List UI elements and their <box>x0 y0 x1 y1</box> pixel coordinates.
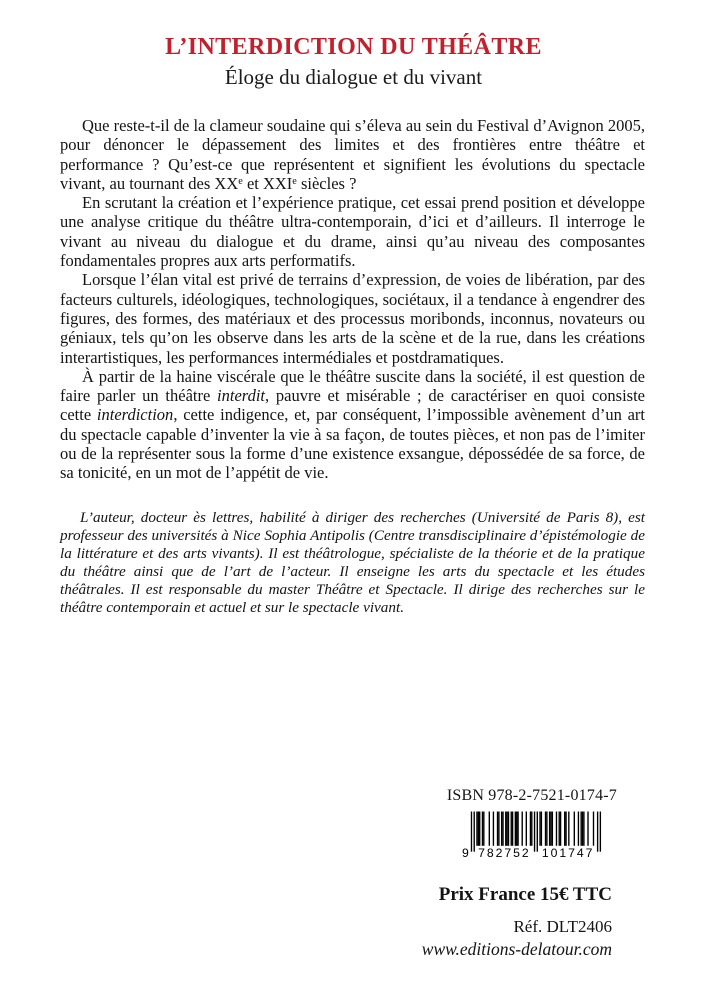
synopsis <box>60 116 645 483</box>
synopsis-paragraph-3: Lorsque l’élan vital est privé de terrains d’expression, de voies de libération, par des facteurs culturels, idéologiques, technologiques, sociétaux, il a tendance à engendrer des figures, des formes, des matériaux et des processus moribonds, inconnus, novateurs ou géniaux, tels qu’on les observe dans les arts de la scène et de la rue, dans les créations interartistiques, les performances intermédiales et postdramatiques. <box>60 270 645 367</box>
isbn-label: ISBN 978-2-7521-0174-7 <box>446 787 617 804</box>
svg-text:782752: 782752 <box>478 846 531 861</box>
website-label: www.editions-delatour.com <box>421 939 612 959</box>
synopsis-paragraph-1: Que reste-t-il de la clameur soudaine qui s’éleva au sein du Festival d’Avignon 2005, pour dénoncer le dépassement des limites et des frontières entre théâtre et performance ? Qu’est-ce que représentent et signifient les évolutions du spectacle vivant, au tournant des XXe et XXIe siècles ? <box>60 116 645 193</box>
synopsis-paragraph-2: En scrutant la création et l’expérience pratique, cet essai prend position et développe une analyse critique du théâtre ultra-contemporain, d’ici et d’ailleurs. Il interroge le vivant au niveau du dialogue et du drame, ainsi qu’au niveau des composantes fondamentales propres aux arts performatifs. <box>60 193 645 271</box>
author-bio: L’auteur, docteur ès lettres, habilité à diriger des recherches (Université de Paris 8), est professeur des universités à Nice Sophia Antipolis (Centre transdisciplinaire d’épistémologie de la littérature et des arts vivants). Il est théâtrologue, spécialiste de la théorie et de la pratique du théâtre ainsi que de l’art de l’acteur. Il enseigne les arts du spectacle et les études théâtrales. Il est responsable du master Théâtre et Spectacle. Il dirige des recherches sur le théâtre contemporain et actuel et sur le spectacle vivant. <box>60 508 645 616</box>
svg-text:9: 9 <box>461 846 469 861</box>
price-label: Prix France 15€ TTC <box>438 884 612 905</box>
isbn-block <box>447 787 617 861</box>
book-title: L’INTERDICTION DU THÉÂTRE <box>165 34 542 60</box>
reference-label: Réf. DLT2406 <box>513 917 612 936</box>
book-subtitle: Éloge du dialogue et du vivant <box>224 65 483 89</box>
svg-text:101747: 101747 <box>541 846 595 861</box>
synopsis-paragraph-4: À partir de la haine viscérale que le théâtre suscite dans la société, il est question de faire parler un théâtre interdit, pauvre et misérable ; de caractériser en quoi consiste cette interdiction, cette indigence, et, par conséquent, l’impossible avènement d’un art du spectacle capable d’inventer la vie à sa façon, de toutes pièces, et non pas de l’imiter ou de la représenter sous la forme d’une existence exsangue, dépossédée de sa force, de sa tonicité, en un mot de l’appétit de vie. <box>60 366 646 483</box>
ean13-barcode <box>461 811 603 861</box>
pricing-block <box>422 884 612 960</box>
